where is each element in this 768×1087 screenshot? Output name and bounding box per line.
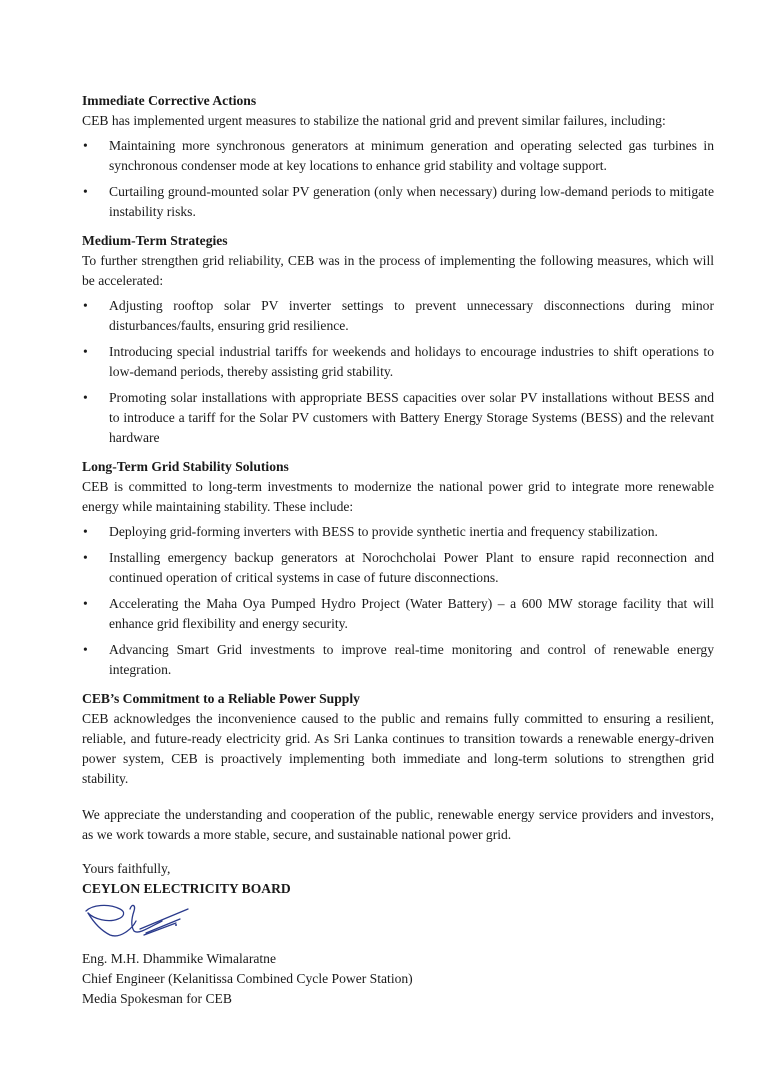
bullet-icon: • bbox=[83, 138, 88, 153]
signer-role: Media Spokesman for CEB bbox=[82, 991, 232, 1006]
bullet-icon: • bbox=[83, 298, 88, 313]
letter-body bbox=[82, 91, 714, 1009]
signature-icon bbox=[80, 899, 714, 943]
bullet-icon: • bbox=[83, 390, 88, 405]
list-item: • Adjusting rooftop solar PV inverter settings to prevent unnecessary disconnections during minor disturbances/faults, ensuring grid resilience. bbox=[83, 298, 714, 333]
paragraph-gap bbox=[82, 789, 714, 805]
list-item: • Deploying grid-forming inverters with BESS to provide synthetic inertia and frequency stabilization. bbox=[82, 522, 714, 542]
section-medium-term bbox=[82, 231, 714, 448]
appreciation-paragraph: We appreciate the understanding and cooperation of the public, renewable energy service providers and investors, as we work towards a more stable, secure, and sustainable national power grid. bbox=[82, 807, 714, 842]
signer-name: Eng. M.H. Dhammike Wimalaratne bbox=[82, 951, 276, 966]
section-immediate-actions bbox=[82, 91, 714, 222]
section-heading: Medium-Term Strategies bbox=[82, 233, 228, 248]
bullet-icon: • bbox=[83, 642, 88, 657]
bullet-icon: • bbox=[83, 550, 88, 565]
organization-name: CEYLON ELECTRICITY BOARD bbox=[82, 881, 291, 896]
list-item: • Introducing special industrial tariffs for weekends and holidays to encourage industries to shift operations to low-demand periods, thereby assisting grid stability. bbox=[83, 344, 714, 379]
list-item: • Curtailing ground-mounted solar PV generation (only when necessary) during low-demand periods to mitigate instability risks. bbox=[83, 184, 714, 219]
list-item: • Promoting solar installations with appropriate BESS capacities over solar PV installations without BESS and to introduce a tariff for the Solar PV customers with Battery Energy Storage Systems (BESS) and the relevant hardware bbox=[83, 390, 714, 445]
bullet-icon: • bbox=[83, 524, 88, 539]
bullet-list bbox=[82, 296, 714, 448]
list-item: • Installing emergency backup generators at Norochcholai Power Plant to ensure rapid reconnection and continued operation of critical systems in case of future disconnections. bbox=[83, 550, 714, 585]
letter-closing bbox=[82, 859, 714, 1009]
section-intro: To further strengthen grid reliability, CEB was in the process of implementing the following measures, which will be accelerated: bbox=[82, 253, 714, 288]
signer-title: Chief Engineer (Kelanitissa Combined Cycle Power Station) bbox=[82, 971, 413, 986]
section-heading: Immediate Corrective Actions bbox=[82, 93, 257, 108]
list-item: • Advancing Smart Grid investments to improve real-time monitoring and control of renewable energy integration. bbox=[83, 642, 714, 677]
section-long-term bbox=[82, 457, 714, 680]
bullet-icon: • bbox=[83, 184, 88, 199]
list-item: • Maintaining more synchronous generators at minimum generation and operating selected gas turbines in synchronous condenser mode at key locations to enhance grid stability and voltage support. bbox=[83, 138, 714, 173]
commitment-paragraph: CEB acknowledges the inconvenience caused to the public and remains fully committed to ensuring a resilient, reliable, and future-ready electricity grid. As Sri Lanka continues to transition towards a renewable energy-driven power system, CEB is proactively implementing both immediate and long-term solutions to strengthen grid stability. bbox=[82, 711, 714, 786]
list-item: • Accelerating the Maha Oya Pumped Hydro Project (Water Battery) – a 600 MW storage facility that will enhance grid flexibility and energy security. bbox=[83, 596, 714, 631]
salutation: Yours faithfully, bbox=[82, 861, 171, 876]
bullet-list bbox=[82, 522, 714, 680]
bullet-icon: • bbox=[83, 344, 88, 359]
bullet-list bbox=[82, 136, 714, 222]
section-intro: CEB has implemented urgent measures to stabilize the national grid and prevent similar failures, including: bbox=[82, 113, 666, 128]
section-intro: CEB is committed to long-term investments to modernize the national power grid to integrate more renewable energy while maintaining stability. These include: bbox=[82, 479, 714, 514]
section-commitment bbox=[82, 689, 714, 845]
section-heading: Long-Term Grid Stability Solutions bbox=[82, 459, 289, 474]
bullet-icon: • bbox=[83, 596, 88, 611]
section-heading: CEB’s Commitment to a Reliable Power Supply bbox=[82, 691, 360, 706]
